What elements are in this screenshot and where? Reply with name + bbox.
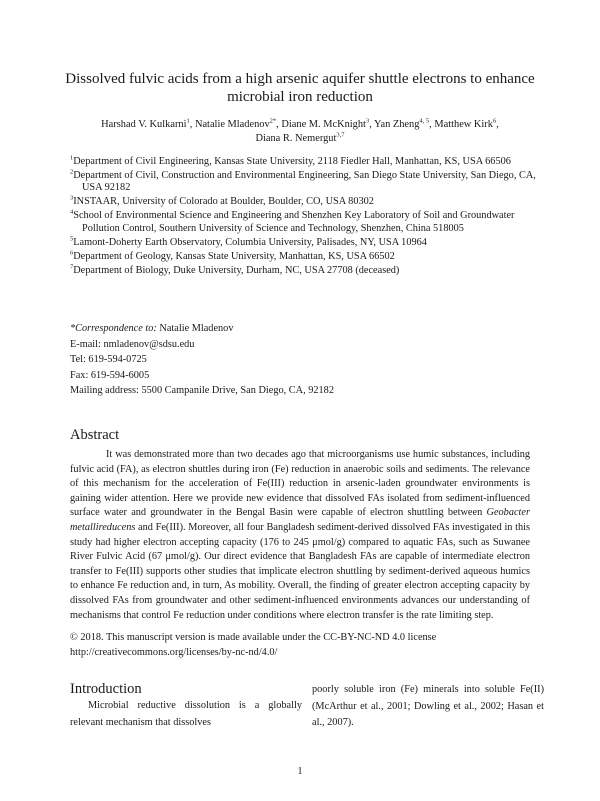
affiliation: $^3$INSTAAR, University of Colorado at Boulder, Boulder, CO, USA 80302 [70,194,374,208]
abstract-heading: Abstract [70,427,120,443]
affiliation: $^6$Department of Geology, Kansas State University, Manhattan, KS, USA 66502 [70,249,395,262]
mailing-address-line: Mailing address: 5500 Campanile Drive, San Diego, CA, 92182 [70,385,334,397]
introduction-heading: Introduction [70,681,142,697]
author: Diana R. Nemergut$^{3,7}$ [255,131,345,144]
author: Matthew Kirk$^6$, [434,117,499,130]
affiliation-list [70,156,540,278]
affiliation: $^1$Department of Civil Engineering, Kansas State University, 2118 Fiedler Hall, Manhattan, KS, USA 66506 [70,154,511,167]
organism-name: Geobacter metallireducens [70,507,530,533]
license-notice [70,631,530,660]
fax-line: Fax: 619-594-6005 [70,369,150,381]
author: Yan Zheng$^{4, 5}$, [374,117,435,130]
author: Natalie Mladenov$^{2*}$, [194,117,282,130]
introduction-right-column: poorly soluble iron (Fe) minerals into soluble Fe(II) (McArthur et al., 2001; Dowling et al., 2002; Hasan et al., 2007). [312,684,544,728]
affiliation: $^5$Lamont-Doherty Earth Observatory, Columbia University, Palisades, NY, USA 10964 [70,235,427,248]
license-url[interactable]: http://creativecommons.org/licenses/by-nc-nd/4.0/ [70,646,278,658]
affiliation: $^7$Department of Biology, Duke University, Durham, NC, USA 27708 (deceased) [70,263,400,276]
affiliation: $^2$Department of Civil, Construction and Environmental Engineering, San Diego State University, San Diego, CA, USA 92182 [70,168,536,194]
author: Diane M. McKnight$^3$, [281,117,374,130]
tel-line: Tel: 619-594-0725 [70,354,147,366]
license-line: © 2018. This manuscript version is made available under the CC-BY-NC-ND 4.0 license [70,632,437,643]
correspondence-block [70,321,540,399]
correspondence-line: *Correspondence to: Natalie Mladenov [70,323,234,334]
abstract-text: It was demonstrated more than two decades ago that microorganisms use humic substances, including fulvic acid (FA), as electron shuttles during iron (Fe) reduction in anaerobic soils and sediments. The relevance of this mechanism for the acceleration of Fe(III) reduction in arsenic-laden groundwater environments is gaining wider attention. Here we provide new evidence that dissolved FAs isolated from sediment-influenced surface water and groundwater in the Bengal Basin were capable of electron shuttling between Geobacter metallireducens and Fe(III). Moreover, all four Bangladesh sediment-derived dissolved FAs investigated in this study had higher electron accepting capacity (176 to 245 μmol/g) compared to aquatic FAs, such as Suwanee River Fulvic Acid (67 μmol/g). Our direct evidence that Bangladesh FAs are capable of intermediate electron transfer to Fe(III) supports other studies that implicate electron shuttling by sediment-derived aqueous humics to enhance Fe reduction and, in turn, As mobility. Overall, the finding of greater electron accepting capacity by dissolved FAs from groundwater and other sediment-influenced environments advances our understanding of mechanisms that control Fe reduction under conditions where electron transfer is the rate limiting step. [70,449,530,621]
author-list [60,118,540,146]
author: Harshad V. Kulkarni$^1$, [101,117,195,130]
introduction-left-column: Microbial reductive dissolution is a globally relevant mechanism that dissolves [70,700,302,728]
page-number: 1 [297,766,303,777]
paper-title: Dissolved fulvic acids from a high arsenic aquifer shuttle electrons to enhance microbial iron reduction [65,71,535,105]
email-line: E-mail: nmladenov@sdsu.edu [70,338,195,350]
affiliation: $^4$School of Environmental Science and Engineering and Shenzhen Key Laboratory of Soil and Groundwater Pollution Control, Southern University of Science and Technology, Shenzhen, China 518005 [70,208,515,234]
